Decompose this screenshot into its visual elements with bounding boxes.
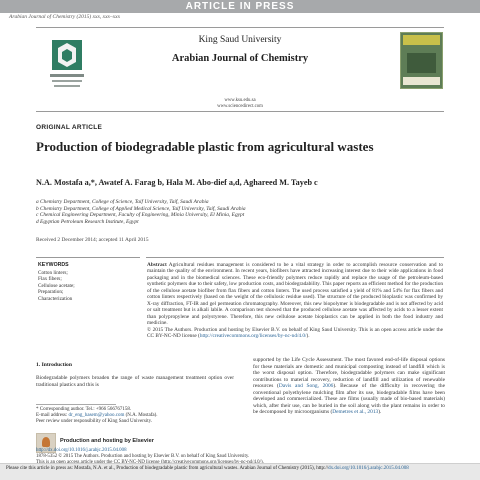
keywords-title: KEYWORDS (38, 262, 69, 268)
abstract-rule (146, 257, 444, 258)
running-head: Arabian Journal of Chemistry (2015) xxx, xxx–xxx (9, 14, 121, 20)
citation-footer (0, 463, 480, 480)
header-bottom-rule (36, 111, 444, 112)
abstract-copyright-end: ). (306, 332, 310, 339)
keyword-item: Flax fibers; (38, 276, 62, 283)
intro-column-left: Biodegradable polymers broaden the range of waste management treatment option over traditional plastics and this is (36, 375, 234, 388)
journal-urls (140, 98, 340, 110)
article-type: ORIGINAL ARTICLE (36, 124, 103, 131)
keywords-rule (36, 257, 140, 258)
corresponding-author-note: * Corresponding author. Tel.: +966 566767158. (36, 407, 132, 412)
keywords-box (38, 262, 136, 342)
intro-text-part: supported by the Life Cycle Assessment. The most favored end-of-life disposal options for these materials are domestic and municipal composting instead of landfill which is the worst disposal option. Therefore, biodegradable polymers can make significant contributions to material recovery, reduction of landfill and utilization of renewable resources ( (253, 357, 445, 389)
author-list: N.A. Mostafa a,*, Awatef A. Farag b, Hala M. Abo-dief a,d, Aghareed M. Tayeb c (36, 178, 318, 187)
intro-text-part: ). (378, 409, 382, 415)
citation-text: Please cite this article in press as: Mostafa, N.A. et al., Production of biodegradable plastic from agricultural wastes. Arabian Journal of Chemistry (2015), http:// (6, 466, 329, 471)
license-link[interactable]: http://creativecommons.org/licenses/by-nc-nd/4.0/ (199, 332, 307, 339)
affiliation-c: c Chemical Engineering Department, Faculty of Engineering, Minia University, El Minia, Egypt (36, 212, 245, 219)
intro-text-part: ). Because of the difficulty in recovering the conventional polyethylene mulching film after its use, biodegradable films have been developed and commercialized. These are films (usually made of bio-based materials) which, after their use, can be buried in the soil along with the plant remains in order to be decomposed by microorganisms ( (253, 383, 445, 415)
email-link[interactable]: dr_eng_hasem@yahoo.com (68, 413, 125, 419)
keyword-item: Cotton linters; (38, 270, 68, 276)
doi-link[interactable]: http://dx.doi.org/10.1016/j.arabjc.2015.04.008 (36, 448, 127, 453)
keyword-item: Cellulose acetate; (38, 282, 75, 289)
citation-link[interactable]: Demetres et al., 2013 (332, 409, 379, 415)
affiliation-b: b Chemistry Department, College of Applied Medical Science, Taif University, Taif, Saudi Arabia (36, 205, 246, 212)
citation-link[interactable]: Davis and Song, 2006 (278, 383, 334, 389)
email-label: E-mail address: (36, 413, 69, 419)
email-suffix: (N.A. Mostafa). (124, 413, 158, 419)
abstract-label: Abstract (147, 262, 167, 268)
issn-line: 1878-5352 © 2015 The Authors. Production and hosting by Elsevier B.V. on behalf of King Saud University. (36, 453, 250, 459)
abstract-block (147, 262, 443, 339)
article-in-press-banner: ARTICLE IN PRESS (0, 0, 480, 13)
keyword-item: Preparation; (38, 289, 64, 296)
affiliations (36, 199, 456, 225)
keyword-item: Characterization (38, 295, 73, 302)
received-dates: Received 2 December 2014; accepted 11 April 2015 (36, 237, 149, 243)
footnotes (36, 407, 234, 426)
footnote-rule (36, 404, 116, 405)
citation-doi-link[interactable]: dx.doi.org/10.1016/j.arabjc.2015.04.008 (328, 466, 409, 471)
section-heading-introduction: 1. Introduction (36, 362, 72, 368)
paper-title: Production of biodegradable plastic from agricultural wastes (36, 139, 374, 154)
production-hosting: Production and hosting by Elsevier (60, 438, 154, 444)
abstract-copyright: © 2015 The Authors. Production and hosting by Elsevier B.V. on behalf of King Saud University. This is an open access article under the CC BY-NC-ND license ( (147, 326, 443, 339)
journal-cover-thumbnail (400, 32, 443, 89)
header-top-rule (36, 27, 444, 28)
affiliation-d: d Egyptian Petroleum Research Institute, Egypt (36, 218, 139, 225)
journal-name: Arabian Journal of Chemistry (171, 53, 309, 64)
url-ksu[interactable]: www.ksu.edu.sa (224, 98, 256, 103)
peer-review-note: Peer review under responsibility of King Saud University. (36, 419, 153, 425)
abstract-text: Agricultural residues management is considered to be a vital strategy in order to accomplish resource conservation and to maintain the quality of the environment. In recent years, biofibers have attracted increasing interest due to their wide applications in food packaging and in the biomedical sciences. These eco-friendly polymers reduce rapidly and replace the usage of the petroleum-based synthetic polymers due to their safety, low production costs, and biodegradability. This paper reports an efficient method for the production of the cellulose acetate biofiber from flax fibers and cotton linters. The used process satisfied a yield of 81% and 54% for flax fibers and cotton linters respectively (based on the weight of the cellulosic residue used). The structure of the produced bioplastic was confirmed by X-ray diffraction, FT-IR and gel permeation chromatography. Moreover, this new biopolymer is biodegradable and is not affected by acid or salt treatment but is alkali labile. A comparison test showed that the produced cellulose acetate was affected by acids to a lesser extent than polypropylene and polystyrene. Therefore, this new cellulose acetate bioplastics can be applied in both the food industry and medicine. (147, 262, 443, 327)
url-sciencedirect[interactable]: www.sciencedirect.com (217, 104, 263, 109)
affiliation-a: a Chemistry Department, College of Science, Taif University, Taif, Saudi Arabia (36, 199, 209, 205)
university-name: King Saud University (198, 35, 282, 45)
intro-column-right (253, 357, 445, 416)
university-logo (46, 38, 88, 96)
